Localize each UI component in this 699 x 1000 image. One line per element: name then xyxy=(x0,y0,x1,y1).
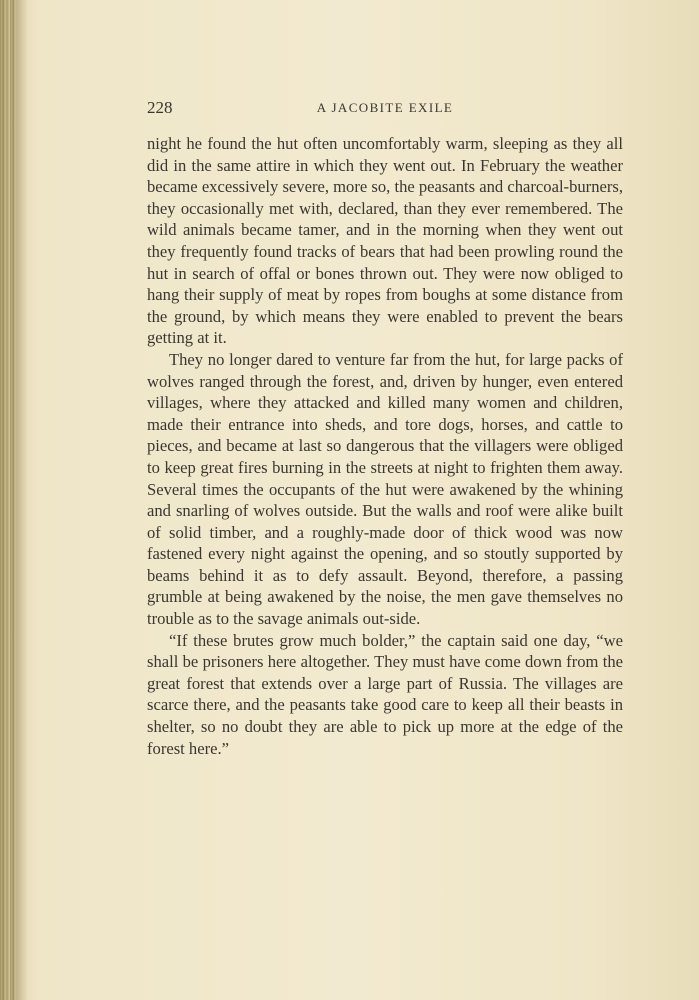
page-number: 228 xyxy=(147,98,173,117)
running-head: A JACOBITE EXILE xyxy=(316,100,454,115)
book-binding-edge xyxy=(0,0,16,1000)
paragraph-2: They no longer dared to venture far from the hut, for large packs of wolves ranged through the forest, and, driven by hunger, even entered villages, where they attacked and killed many women and children, made their entrance into sheds, and tore dogs, horses, and cattle to pieces, and became at last so dangerous that the villagers were obliged to keep great fires burning in the streets at night to frighten them away. Several times the occupants of the hut were awakened by the whining and snarling of wolves outside. But the walls and roof were alike built of solid timber, and a roughly-made door of thick wood was now fastened every night against the opening, and so stoutly supported by beams behind it as to defy assault. Beyond, therefore, a passing grumble at being awakened by the noise, the men gave themselves no trouble as to the savage animals out-side. xyxy=(147,349,623,629)
page-header xyxy=(147,98,623,120)
body-text xyxy=(147,133,623,759)
paragraph-1: night he found the hut often uncomfortably warm, sleeping as they all did in the same attire in which they went out. In February the weather became excessively severe, more so, the peasants and charcoal-burners, they occasionally met with, declared, than they ever remembered. The wild animals became tamer, and in the morning when they went out they frequently found tracks of bears that had been prowling round the hut in search of offal or bones thrown out. They were now obliged to hang their supply of meat by ropes from boughs at some distance from the ground, by which means they were enabled to prevent the bears getting at it. xyxy=(147,134,623,348)
gutter-shadow xyxy=(16,0,28,1000)
paragraph-3: “If these brutes grow much bolder,” the captain said one day, “we shall be prisoners here altogether. They must have come down from the great forest that extends over a large part of Russia. The villages are scarce there, and the peasants take good care to keep all their beasts in shelter, so no doubt they are able to pick up more at the edge of the forest here.” xyxy=(147,630,623,758)
